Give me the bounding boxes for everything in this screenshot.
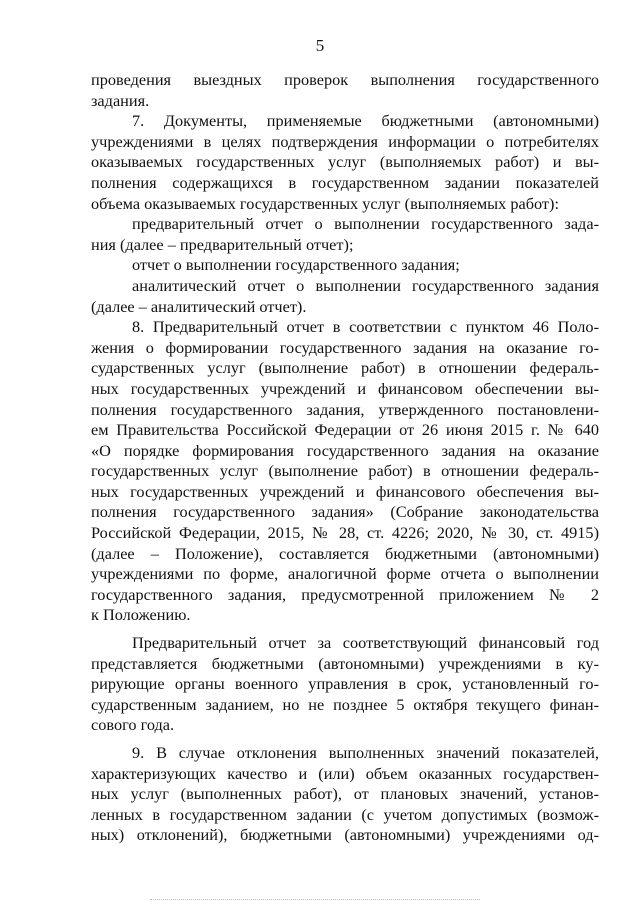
text-line: сударственных услуг (выполнение работ) в отношении федераль- [91, 358, 599, 378]
text-line: государственных услуг (выполнение работ) в отношении федераль- [91, 461, 599, 481]
scan-edge-artifact [150, 899, 480, 901]
text-line: жения о формировании государственного задания на оказание го- [91, 337, 599, 357]
text-line: учреждениями в целях подтверждения информации о потребителях [91, 131, 599, 151]
text-line: ных государственных учреждений и финансовом обеспечении вы- [91, 378, 599, 398]
text-line: 8. Предварительный отчет в соответствии с пунктом 46 Поло- [132, 317, 599, 337]
text-line: ных) отклонений), бюджетными (автономными) учреждениями од- [91, 825, 599, 845]
text-line: ния (далее – предварительный отчет); [91, 234, 354, 254]
text-line: ных государственных учреждений и финансового обеспечения вы- [91, 481, 599, 501]
text-line: представляется бюджетными (автономными) учреждениями в ку- [91, 653, 599, 673]
text-line: сударственным заданием, но не позднее 5 октября текущего финан- [91, 694, 599, 714]
text-line: Предварительный отчет за соответствующий финансовый год [132, 633, 599, 653]
text-line: оказываемых государственных услуг (выполняемых работ) и вы- [91, 152, 599, 172]
text-line: (далее – аналитический отчет). [91, 296, 307, 316]
text-line: задания. [91, 90, 150, 110]
document-body [91, 70, 599, 846]
paragraph-gap [91, 736, 599, 743]
page-number: 5 [315, 36, 325, 55]
text-line: к Положению. [91, 605, 191, 625]
text-line: Российской Федерации, 2015, № 28, ст. 4226; 2020, № 30, ст. 4915) [91, 523, 599, 543]
text-line: сового года. [91, 715, 175, 735]
text-line: 9. В случае отклонения выполненных значений показателей, [132, 743, 599, 762]
text-line: характеризующих качество и (или) объем оказанных государствен- [91, 763, 599, 783]
text-line: 7. Документы, применяемые бюджетными (автономными) [132, 111, 599, 131]
text-line: объема оказываемых государственных услуг (выполняемых работ): [91, 193, 559, 213]
text-line: полнения государственного задания» (Собрание законодательства [91, 502, 599, 522]
text-line: аналитический отчет о выполнении государственного задания [132, 275, 599, 295]
text-line: ем Правительства Российской Федерации от 26 июня 2015 г. № 640 [91, 420, 599, 440]
text-line: проведения выездных проверок выполнения государственного [91, 70, 599, 89]
text-line: полнения государственного задания, утвержденного постановлени- [91, 399, 599, 419]
text-line: предварительный отчет о выполнении государственного зада- [132, 214, 599, 234]
text-line: полнения содержащихся в государственном задании показателей [91, 172, 599, 192]
text-line: (далее – Положение), составляется бюджетными (автономными) [91, 543, 599, 563]
text-line: отчет о выполнении государственного задания; [132, 255, 460, 275]
text-line: «О порядке формирования государственного задания на оказание [91, 440, 599, 460]
text-line: государственного задания, предусмотренной приложением № 2 [91, 584, 599, 604]
text-line: рирующие органы военного управления в срок, установленный го- [91, 674, 599, 694]
text-line: учреждениями по форме, аналогичной форме отчета о выполнении [91, 564, 599, 584]
text-line: ных услуг (выполненных работ), от плановых значений, установ- [91, 784, 599, 804]
paragraph-gap [91, 626, 599, 633]
text-line: ленных в государственном задании (с учетом допустимых (возмож- [91, 804, 599, 824]
